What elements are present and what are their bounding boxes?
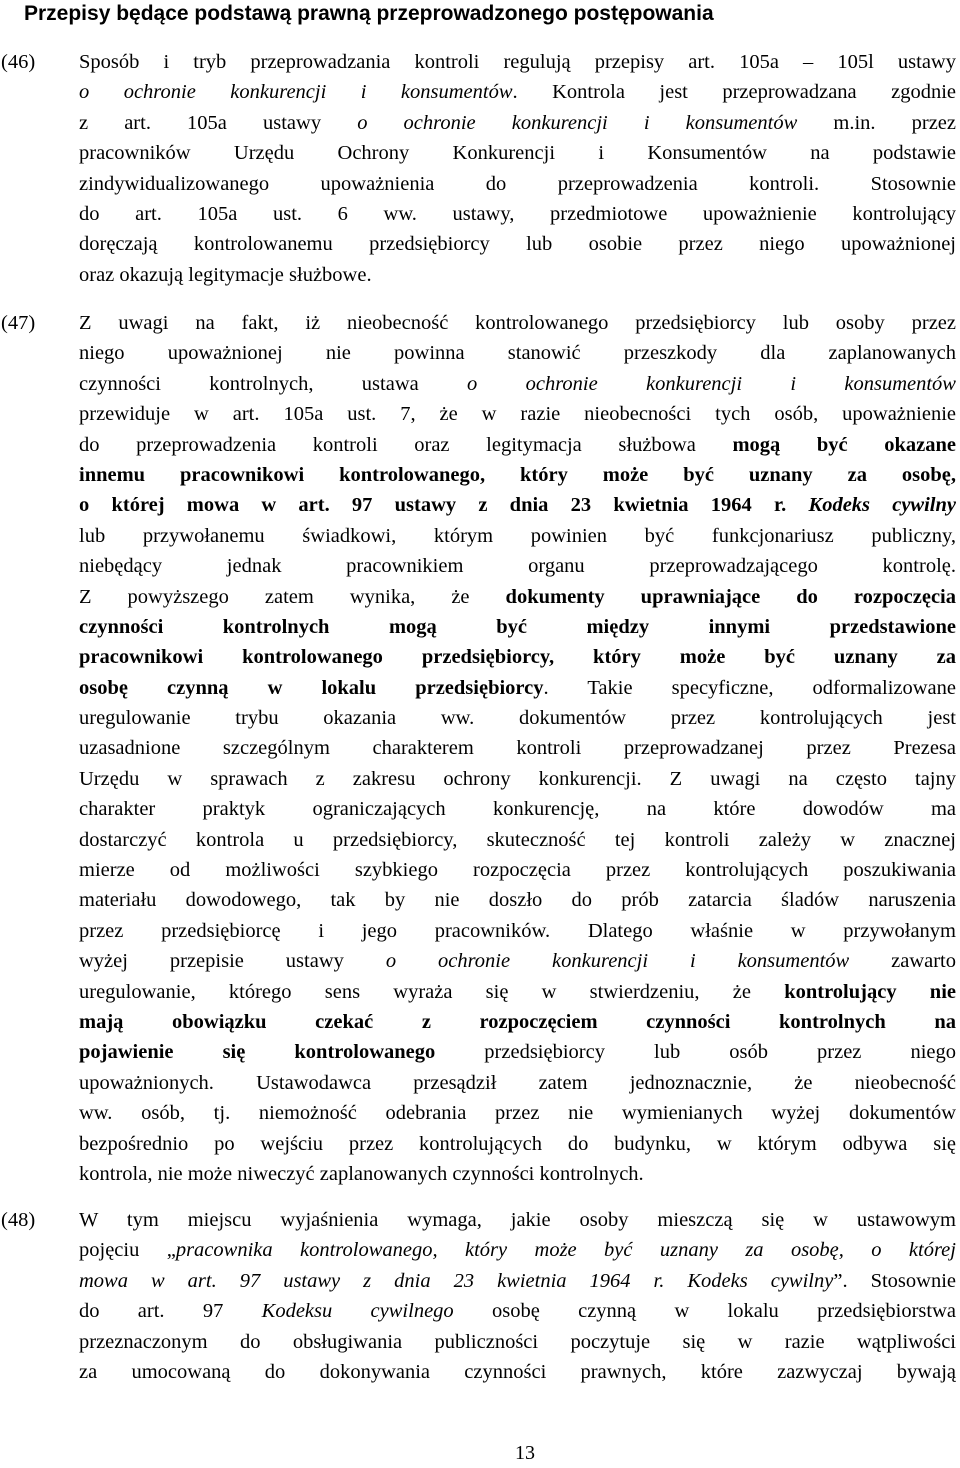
emphasized-text: dokumenty uprawniające do rozpoczęcia — [505, 585, 956, 608]
emphasized-text: o ochronie konkurencji i konsumentów — [467, 372, 956, 395]
text-line — [79, 338, 956, 368]
text-line — [79, 946, 956, 976]
emphasized-text: osobę czynną w lokalu przedsiębiorcy — [79, 676, 544, 699]
text-line — [79, 825, 956, 855]
emphasized-text: innemu pracownikowi kontrolowanego, który może być uznany za osobę, — [79, 463, 956, 486]
text-line — [79, 1007, 956, 1037]
text-run: ”. Stosownie — [833, 1269, 956, 1292]
emphasized-text: mowa w art. 97 ustawy z dnia 23 kwietnia 1964 r. Kodeks cywilny — [79, 1269, 834, 1292]
text-run: przeznaczonym do obsługiwania publiczności poczytuje się w razie wątpliwości — [79, 1330, 956, 1353]
emphasized-text: o ochronie konkurencji i konsumentów — [357, 111, 798, 134]
text-run: mierze od możliwości szybkiego rozpoczęcia przez kontrolujących poszukiwania — [79, 859, 956, 882]
text-run: kontrola, nie może niweczyć zaplanowanych czynności kontrolnych. — [79, 1162, 644, 1185]
text-run: Z powyższego zatem wynika, że — [79, 585, 506, 608]
text-line — [79, 582, 956, 612]
text-run: zawarto — [849, 950, 956, 973]
text-line — [79, 399, 956, 429]
text-run: upoważnionych. Ustawodawca przesądził zatem jednoznacznie, że nieobecność — [79, 1071, 956, 1094]
text-run: zindywidualizowanego upoważnienia do przeprowadzenia kontroli. Stosownie — [79, 172, 956, 195]
text-line — [79, 855, 956, 885]
text-line — [79, 521, 956, 551]
emphasized-text: czynności kontrolnych mogą być między innymi przedstawione — [79, 615, 956, 638]
text-run: oraz okazują legitymacje służbowe. — [79, 263, 372, 286]
text-line — [79, 703, 956, 733]
text-line — [79, 1235, 956, 1265]
text-run: lub przywołanemu świadkowi, którym powinien być funkcjonariusz publiczny, — [79, 524, 956, 547]
text-line — [79, 673, 956, 703]
text-run: Z uwagi na fakt, iż nieobecność kontrolowanego przedsiębiorcy lub osoby przez — [79, 312, 956, 334]
text-line — [79, 108, 956, 138]
text-run: z art. 105a ustawy — [79, 111, 358, 134]
text-line — [79, 1357, 956, 1387]
text-line — [79, 1068, 956, 1098]
emphasized-text: pracownika kontrolowanego, który może być uznany za osobę, o której — [175, 1239, 956, 1262]
text-run: Sposób i tryb przeprowadzania kontroli regulują przepisy art. 105a – 105l ustawy — [79, 51, 956, 73]
paragraph-number: (48) — [1, 1209, 36, 1231]
text-line — [79, 916, 956, 946]
text-line — [79, 612, 956, 642]
text-run: pracowników Urzędu Ochrony Konkurencji i Konsumentów na podstawie — [79, 142, 956, 165]
text-line — [79, 1205, 956, 1235]
text-run: do art. 97 — [79, 1300, 262, 1323]
text-run: W tym miejscu wyjaśnienia wymaga, jakie osoby mieszczą się w ustawowym — [79, 1209, 956, 1231]
page-number: 13 — [515, 1442, 535, 1464]
text-run: dostarczyć kontrola u przedsiębiorcy, skuteczność tej kontroli zależy w znacznej — [79, 828, 956, 851]
emphasized-text: mają obowiązku czekać z rozpoczęciem czynności kontrolnych na — [79, 1010, 956, 1033]
section-heading: Przepisy będące podstawą prawną przeprowadzonego postępowania — [24, 2, 714, 25]
text-run: doręczają kontrolowanemu przedsiębiorcy lub osobie przez niego upoważnionej — [79, 233, 956, 256]
text-run: niego upoważnionej nie powinna stanowić przeszkody dla zaplanowanych — [79, 342, 956, 365]
emphasized-text: Kodeks cywilny — [808, 494, 956, 517]
text-line — [79, 460, 956, 490]
text-line — [79, 369, 956, 399]
paragraph-number: (47) — [1, 312, 36, 334]
text-line — [79, 1296, 956, 1326]
text-line — [79, 642, 956, 672]
text-line — [79, 794, 956, 824]
text-run: uzasadnione szczególnym charakterem kontroli przeprowadzanej przez Prezesa — [79, 737, 956, 760]
text-run: niebędący jednak pracownikiem organu przeprowadzającego kontrolę. — [79, 555, 956, 578]
paragraph-number: (46) — [1, 51, 36, 73]
text-run: za umocowaną do dokonywania czynności prawnych, które zazwyczaj bywają — [79, 1360, 956, 1383]
text-line — [79, 1037, 956, 1067]
text-line — [79, 1159, 956, 1189]
text-run: bezpośrednio po wejściu przez kontrolujących do budynku, w którym odbywa się — [79, 1132, 956, 1155]
text-line — [79, 1129, 956, 1159]
text-run: do art. 105a ust. 6 ww. ustawy, przedmiotowe upoważnienie kontrolujący — [79, 202, 956, 225]
emphasized-text: Kodeksu cywilnego — [261, 1300, 454, 1323]
text-line — [79, 1327, 956, 1357]
text-line — [79, 169, 956, 199]
text-line — [79, 47, 956, 77]
emphasized-text: o której mowa w art. 97 ustawy z dnia 23 kwietnia 1964 r. — [79, 494, 809, 517]
text-run: charakter praktyk ograniczających konkurencję, na które dowodów ma — [79, 798, 956, 821]
text-run: czynności kontrolnych, ustawa — [79, 372, 468, 395]
text-run: Urzędu w sprawach z zakresu ochrony konkurencji. Z uwagi na często tajny — [79, 767, 956, 790]
paragraph-body — [79, 1205, 956, 1387]
text-run: uregulowanie, którego sens wyraża się w stwierdzeniu, że — [79, 980, 785, 1003]
text-line — [79, 229, 956, 259]
text-line — [79, 199, 956, 229]
text-run: osobę czynną w lokalu przedsiębiorstwa — [453, 1300, 956, 1323]
text-line — [79, 77, 956, 107]
emphasized-text: o ochronie konkurencji i konsumentów — [79, 81, 513, 104]
text-run: przez przedsiębiorcę i jego pracowników. Dlatego właśnie w przywołanym — [79, 919, 956, 942]
text-line — [79, 260, 956, 290]
emphasized-text: kontrolujący nie — [784, 980, 956, 1003]
emphasized-text: pracownikowi kontrolowanego przedsiębiorcy, który może być uznany za — [79, 646, 956, 669]
text-run: przedsiębiorcy lub osób przez niego — [435, 1041, 956, 1064]
text-line — [79, 308, 956, 338]
emphasized-text: o ochronie konkurencji i konsumentów — [385, 950, 850, 973]
text-line — [79, 138, 956, 168]
text-line — [79, 977, 956, 1007]
text-run: do przeprowadzenia kontroli oraz legitymacja służbowa — [79, 433, 733, 456]
text-run: materiału dowodowego, tak by nie doszło do prób zatarcia śladów naruszenia — [79, 889, 956, 912]
emphasized-text: pojawienie się kontrolowanego — [79, 1041, 436, 1064]
text-line — [79, 551, 956, 581]
text-run: m.in. przez — [797, 111, 956, 134]
text-line — [79, 1098, 956, 1128]
text-run: uregulowanie trybu okazania ww. dokumentów przez kontrolujących jest — [79, 707, 956, 730]
text-line — [79, 764, 956, 794]
text-run: . Takie specyficzne, odformalizowane — [543, 676, 956, 699]
paragraph-body — [79, 308, 956, 1189]
text-line — [79, 885, 956, 915]
text-run: pojęciu „ — [79, 1239, 176, 1262]
text-run: przewiduje w art. 105a ust. 7, że w razie nieobecności tych osób, upoważnienie — [79, 403, 956, 426]
text-run: . Kontrola jest przeprowadzana zgodnie — [512, 81, 956, 104]
text-run: ww. osób, tj. niemożność odebrania przez nie wymienianych wyżej dokumentów — [79, 1102, 956, 1125]
text-line — [79, 490, 956, 520]
paragraph-body — [79, 47, 956, 290]
text-line — [79, 733, 956, 763]
emphasized-text: mogą być okazane — [732, 433, 956, 456]
text-line — [79, 430, 956, 460]
text-run: wyżej przepisie ustawy — [79, 950, 386, 973]
text-line — [79, 1266, 956, 1296]
